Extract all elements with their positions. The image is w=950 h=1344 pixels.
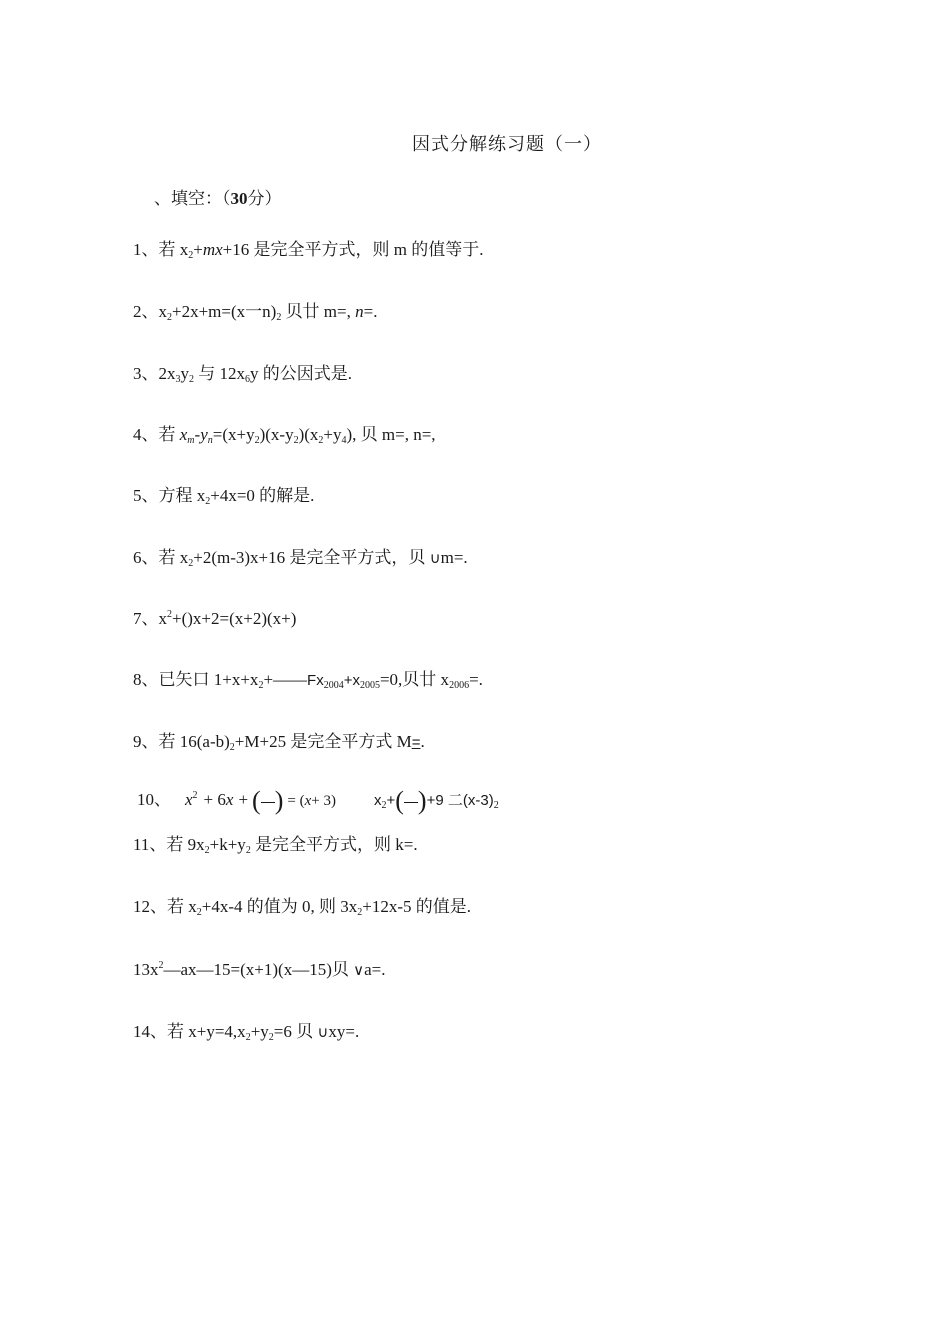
question-8: [133, 668, 483, 693]
q13-text-c: —ax—15=(x+1)(x—15)贝: [163, 960, 354, 979]
q11-sub-2: 2: [245, 845, 251, 856]
q7-text-a: 7、x: [133, 609, 167, 628]
q3-text-e: 与 12x: [194, 364, 245, 383]
q2-sub-1: 2: [167, 312, 172, 323]
q10b-sub: 2: [381, 800, 387, 811]
q12-text-a: 12、若 x: [133, 897, 197, 916]
q9-text-c: +M+25 是完全平方式 M: [234, 732, 412, 751]
q10-plus: +: [238, 790, 249, 809]
question-14: [133, 1020, 359, 1045]
q3-sub-2: 2: [189, 374, 194, 385]
q5-sub: 2: [205, 496, 211, 507]
q6-symbol: ∪: [429, 550, 441, 567]
q13-sup: 2: [158, 960, 164, 971]
q8-sub-h: 2005: [359, 680, 380, 691]
q10-answer-blank[interactable]: [261, 800, 275, 803]
q11-text-e: 是完全平方式，则 k=.: [250, 835, 418, 854]
q8-sub-f: 2004: [323, 680, 344, 691]
q3-sub-1: 3: [175, 374, 181, 385]
question-3: [133, 362, 352, 386]
q2-text-e: 贝廿 m=,: [281, 302, 356, 321]
q7-text-c: +()x+2=(x+2)(x+): [172, 609, 297, 628]
q10-number: 10、: [137, 790, 171, 809]
question-9: [133, 730, 425, 755]
q4-text-l: +y: [323, 425, 342, 444]
section-suffix: 分）: [247, 189, 282, 208]
q11-text-a: 11、若 9x: [133, 835, 205, 854]
q10b-x: x: [373, 792, 382, 809]
q6-text-a: 6、若 x: [133, 548, 189, 567]
q8-text-k: =.: [469, 670, 483, 689]
section-heading: [154, 184, 282, 209]
q9-text-e: .: [420, 732, 425, 751]
q12-sub-1: 2: [196, 907, 202, 918]
q9-sub: 2: [229, 742, 235, 753]
q4-text-j: )(x: [298, 425, 319, 444]
q8-text-i: =0,贝廿 x: [379, 670, 450, 689]
question-6: [133, 546, 468, 571]
question-4: [133, 423, 436, 447]
q10-x3: x: [304, 793, 312, 809]
q10-left-paren: (: [252, 786, 261, 815]
q4-italic-y: -y: [194, 425, 208, 444]
q10-right-paren: ): [274, 786, 284, 815]
q10b-left-paren: (: [395, 786, 404, 815]
q8-text-d: F: [307, 672, 317, 689]
q10b-plus: +: [386, 792, 396, 809]
question-5: [133, 484, 314, 508]
q4-sub-k: 2: [318, 435, 324, 446]
q9-text-a: 9、若 16(a-b): [133, 732, 230, 751]
q14-sub-1: 2: [245, 1032, 251, 1043]
q1-text-c: +: [193, 240, 203, 259]
q4-text-a: 4、若: [133, 425, 180, 444]
q6-text-e: m=.: [440, 548, 468, 567]
q8-text-c: +——: [263, 670, 308, 689]
q7-sup: 2: [167, 609, 172, 620]
q2-sub-2: 2: [276, 312, 282, 323]
q2-italic-n: n: [355, 302, 364, 321]
q4-sub-n: n: [207, 435, 213, 446]
q10-x2: x: [225, 790, 234, 809]
q12-text-e: +12x-5 的值是.: [362, 897, 471, 916]
question-13: [133, 958, 386, 983]
q4-text-n: ), 贝 m=, n=,: [346, 425, 436, 444]
q6-sub: 2: [188, 558, 194, 569]
question-10: [137, 788, 499, 813]
q4-sub-i: 2: [293, 435, 299, 446]
section-prefix: 、填空：（: [154, 189, 231, 208]
q8-text-e: x: [316, 672, 324, 689]
q10b-answer-blank[interactable]: [404, 800, 418, 803]
q6-text-c: +2(m-3)x+16 是完全平方式，贝: [193, 548, 430, 567]
q5-text-c: +4x=0 的解是.: [210, 486, 315, 505]
question-12: [133, 895, 471, 919]
q3-text-a: 3、2x: [133, 364, 176, 383]
q14-text-a: 14、若 x+y=4,x: [133, 1022, 246, 1041]
q3-sub-3: 6: [245, 374, 250, 385]
q10b-rest: +9 二(x-3): [426, 792, 494, 809]
q11-sub-1: 2: [204, 845, 210, 856]
q8-sub-j: 2006: [449, 680, 470, 691]
q10-equals: = (: [287, 793, 305, 809]
question-11: [133, 833, 418, 857]
q8-text-g: +x: [343, 672, 360, 689]
q12-text-c: +4x-4 的值为 0, 则 3x: [201, 897, 358, 916]
q14-text-c: +y: [250, 1022, 269, 1041]
q2-text-g: =.: [363, 302, 378, 321]
q10b-sub-2: 2: [493, 800, 499, 811]
q4-sub-m2: 4: [341, 435, 347, 446]
question-2: [133, 300, 377, 324]
q1-sub: 2: [188, 250, 194, 261]
q10-tail: + 3): [311, 793, 336, 809]
q4-text-h: )(x-y: [259, 425, 294, 444]
q11-text-c: +k+y: [209, 835, 246, 854]
q14-text-g: xy=.: [328, 1022, 360, 1041]
section-points: 30: [230, 189, 248, 208]
q1-text-e: +16 是完全平方式，则 m 的值等于.: [222, 240, 484, 259]
q10b-right-paren: ): [417, 786, 427, 815]
q14-sub-2: 2: [268, 1032, 274, 1043]
q13-symbol: ∨: [353, 962, 365, 979]
q9-underlined-eq: =: [411, 734, 421, 751]
q8-text-a: 8、已矢口 1+x+x: [133, 670, 259, 689]
q2-text-c: +2x+m=(x一n): [172, 302, 277, 321]
q2-text-a: 2、x: [133, 302, 167, 321]
q10-exp: 2: [192, 790, 198, 801]
q3-text-g: y 的公因式是.: [250, 364, 352, 383]
q10-plus-6: + 6: [203, 790, 226, 809]
q14-text-e: =6 贝: [273, 1022, 318, 1041]
q13-text-a: 13x: [133, 960, 159, 979]
q1-text-a: 1、若 x: [133, 240, 189, 259]
question-7: [133, 607, 296, 631]
q14-symbol: ∪: [317, 1024, 329, 1041]
q4-text-f: =(x+y: [212, 425, 255, 444]
q8-sub-b: 2: [258, 680, 264, 691]
q13-text-e: a=.: [364, 960, 386, 979]
q4-sub-m: m: [187, 435, 195, 446]
q5-text-a: 5、方程 x: [133, 486, 206, 505]
question-1: [133, 238, 483, 262]
q10-x: x: [185, 790, 193, 809]
q12-sub-2: 2: [357, 907, 363, 918]
q4-italic-x: x: [179, 425, 188, 444]
q1-italic: mx: [202, 240, 223, 259]
q3-text-c: y: [180, 364, 189, 383]
q4-sub-g: 2: [254, 435, 260, 446]
page-title: 因式分解练习题（一）: [412, 134, 602, 154]
